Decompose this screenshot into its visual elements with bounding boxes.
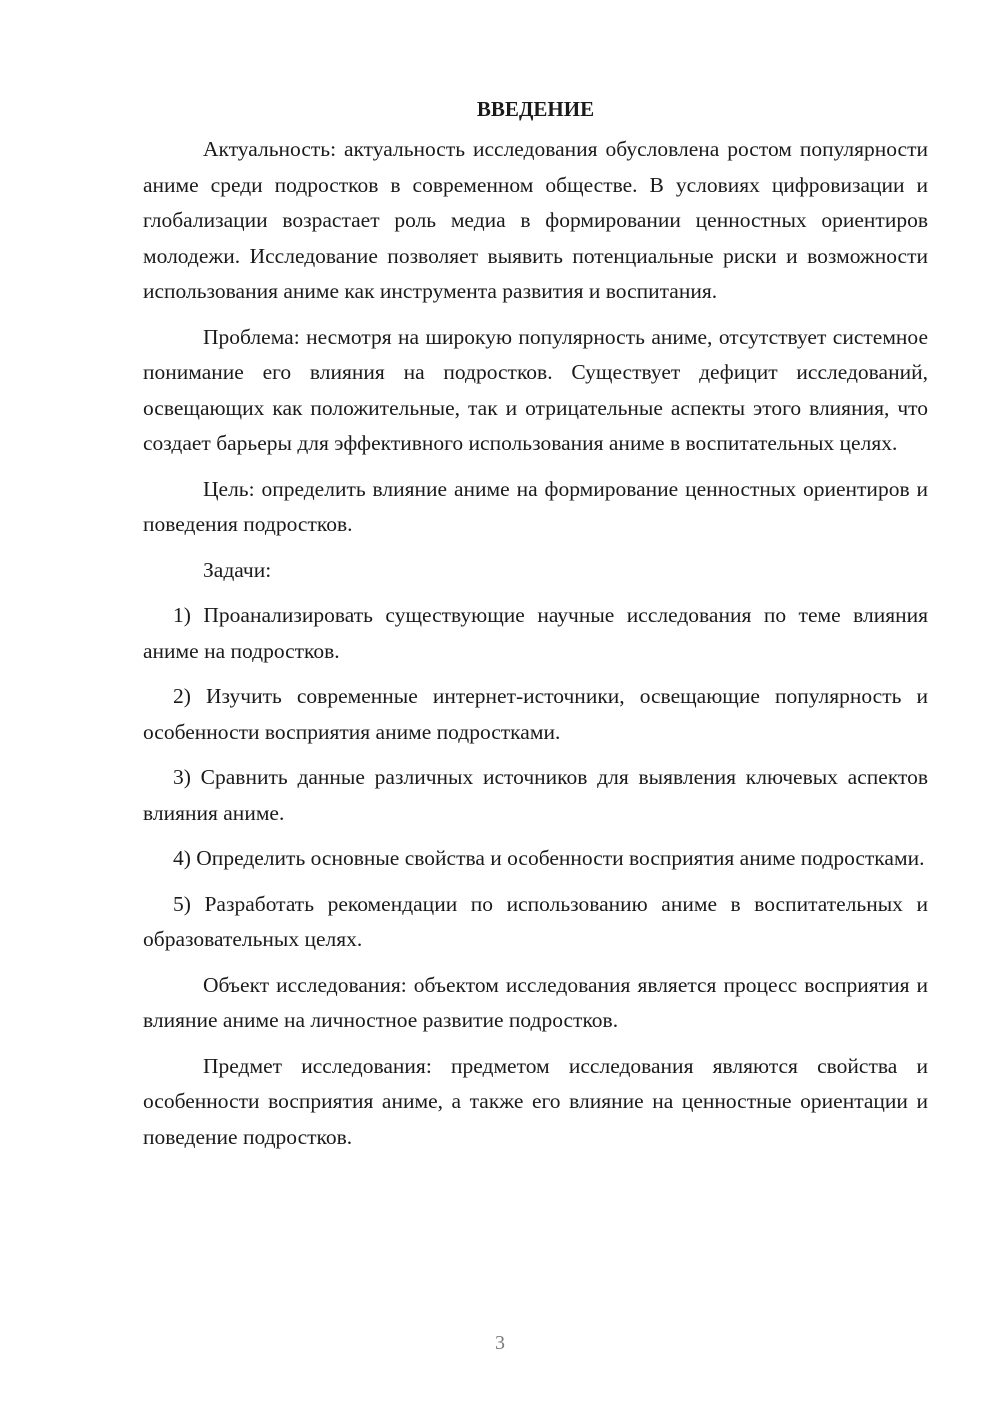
paragraph-problem: Проблема: несмотря на широкую популярность аниме, отсутствует системное понимание его влияния на подростков. Существует дефицит исследований, освещающих как положительные, так и отрицательные аспекты этого влияния, что создает барьеры для эффективного использования аниме в воспитательных целях. xyxy=(143,324,928,455)
page-content xyxy=(143,92,928,1155)
paragraph-relevance: Актуальность: актуальность исследования обусловлена ростом популярности аниме среди подростков в современном обществе. В условиях цифровизации и глобализации возрастает роль медиа в формировании ценностных ориентиров молодежи. Исследование позволяет выявить потенциальные риски и возможности использования аниме как инструмента развития и воспитания. xyxy=(143,137,928,303)
paragraph-goal: Цель: определить влияние аниме на формирование ценностных ориентиров и поведения подростков. xyxy=(143,476,928,536)
paragraph-object: Объект исследования: объектом исследования является процесс восприятия и влияние аниме на личностное развитие подростков. xyxy=(143,972,928,1032)
task-item-5: 5) Разработать рекомендации по использованию аниме в воспитательных и образовательных целях. xyxy=(143,891,928,951)
section-title: ВВЕДЕНИЕ xyxy=(476,97,595,121)
task-item-2: 2) Изучить современные интернет-источники, освещающие популярность и особенности восприятия аниме подростками. xyxy=(143,684,928,744)
paragraph-tasks-heading: Задачи: xyxy=(203,557,272,582)
task-item-3: 3) Сравнить данные различных источников для выявления ключевых аспектов влияния аниме. xyxy=(143,765,928,825)
paragraph-subject: Предмет исследования: предметом исследования являются свойства и особенности восприятия аниме, а также его влияние на ценностные ориентации и поведение подростков. xyxy=(143,1053,928,1149)
task-item-4: 4) Определить основные свойства и особенности восприятия аниме подростками. xyxy=(173,846,925,870)
task-item-1: 1) Проанализировать существующие научные исследования по теме влияния аниме на подростков. xyxy=(143,603,928,663)
page-number: 3 xyxy=(495,1332,505,1354)
